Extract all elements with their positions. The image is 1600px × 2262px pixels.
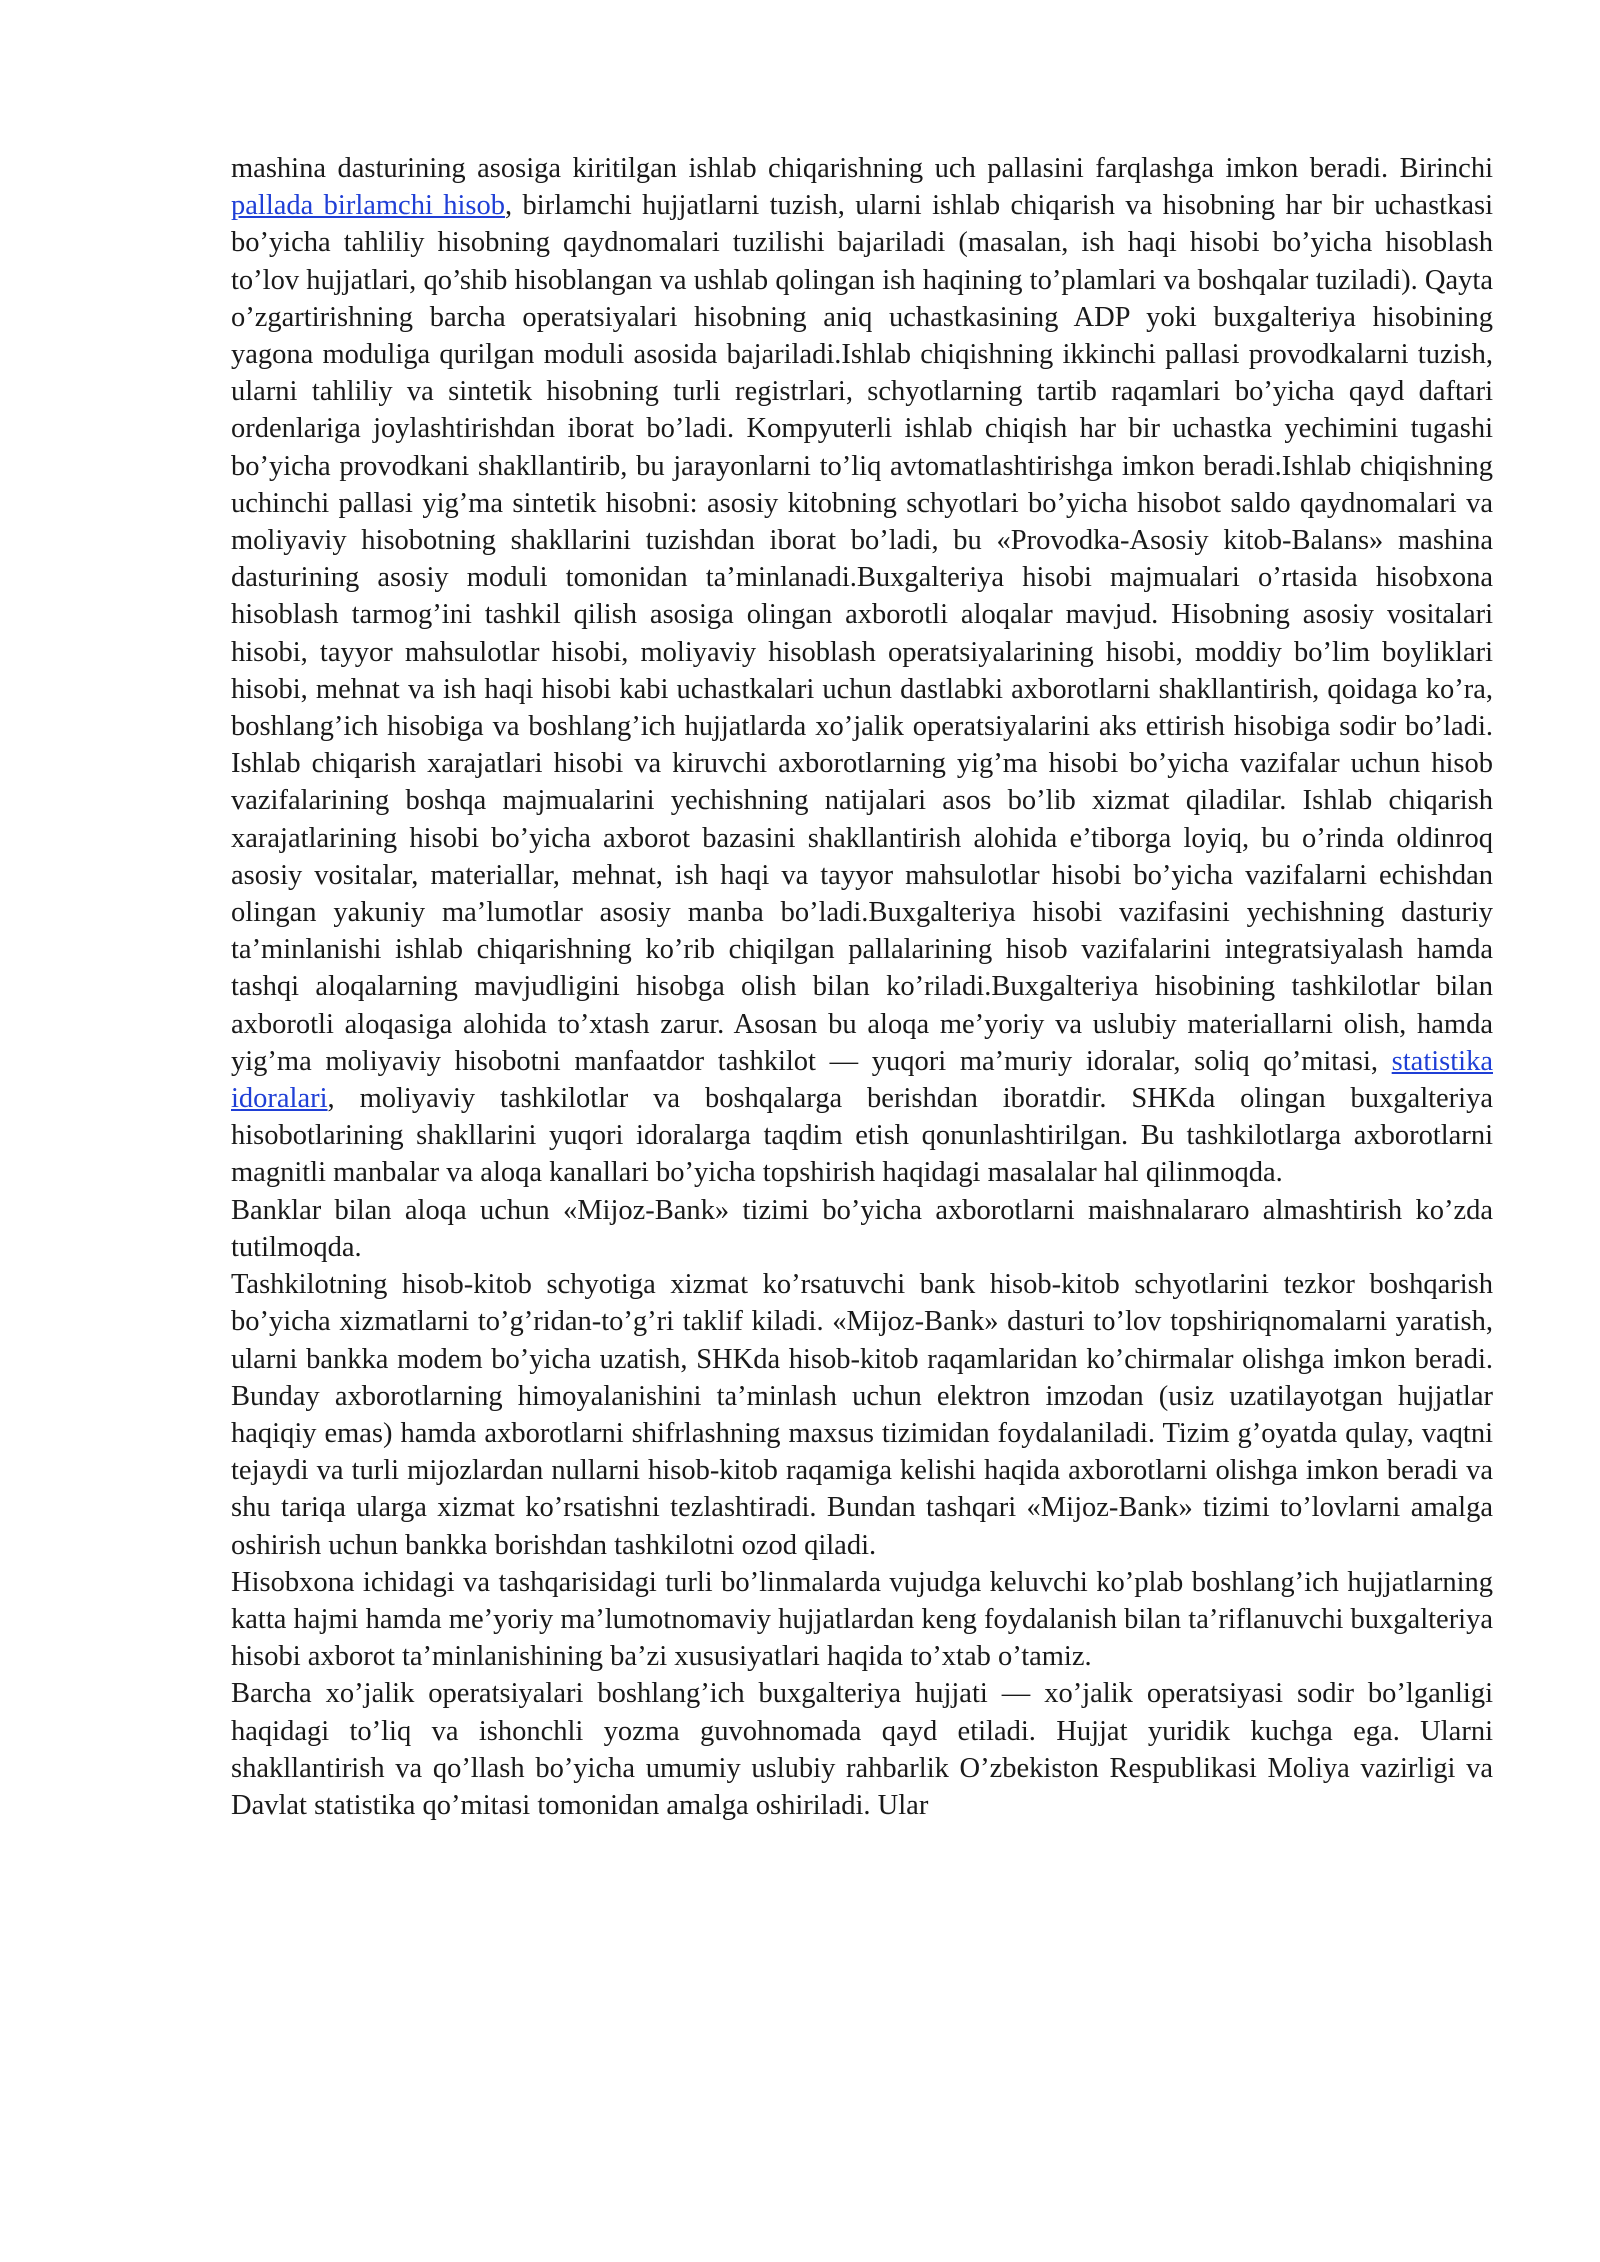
paragraph-text: Banklar bilan aloqa uchun «Mijoz-Bank» tizimi bo’yicha axborotlarni maishnalararo almashtirish ko’zda tutilmoqda. bbox=[231, 1194, 1493, 1263]
paragraph-text: Hisobxona ichidagi va tashqarisidagi turli bo’linmalarda vujudga keluvchi ko’plab boshlang’ich hujjatlarning katta hajmi hamda me’yoriy ma’lumotnomaviy hujjatlardan keng foydalanish bilan ta’riflanuvchi buxgalteriya hisobi axborot ta’minlanishining ba’zi xususiyatlari haqida to’xtab o’tamiz. bbox=[231, 1566, 1493, 1673]
paragraph-text: mashina dasturining asosiga kiritilgan ishlab chiqarishning uch pallasini farqlashga imkon beradi. Birinchi bbox=[231, 153, 1493, 184]
paragraph-1 bbox=[231, 150, 1493, 1192]
paragraph-5 bbox=[231, 1675, 1493, 1824]
paragraph-4 bbox=[231, 1564, 1493, 1676]
paragraph-text: , moliyaviy tashkilotlar va boshqalarga berishdan iboratdir. SHKda olingan buxgalteriya hisobotlarining shakllarini yuqori idoralarga taqdim etish qonunlashtirilgan. Bu tashkilotlarga axborotlarni magnitli manbalar va aloqa kanallari bo’yicha topshirish haqidagi masalalar hal qilinmoqda. bbox=[231, 1083, 1493, 1189]
paragraph-text: Barcha xo’jalik operatsiyalari boshlang’ich buxgalteriya hujjati — xo’jalik operatsiyasi sodir bo’lganligi haqidagi to’liq va ishonchli yozma guvohnomada qayd etiladi. Hujjat yuridik kuchga ega. Ularni shakllantirish va qo’llash bo’yicha umumiy uslubiy rahbarlik O’zbekiston Respublikasi Moliya vazirligi va Davlat statistika qo’mitasi tomonidan amalga oshiriladi. Ular bbox=[231, 1678, 1493, 1821]
paragraph-3 bbox=[231, 1266, 1493, 1564]
paragraph-text: , birlamchi hujjatlarni tuzish, ularni ishlab chiqarish va hisobning har bir uchastkasi bo’yicha tahliliy hisobning qaydnomalari tuzilishi bajariladi (masalan, ish haqi hisobi bo’yicha hisoblash to’lov hujjatlari, qo’shib hisoblangan va ushlab qolingan ish haqining to’plamlari va boshqalar tuziladi). Qayta o’zgartirishning barcha operatsiyalari hisobning aniq uchastkasining ADP yoki buxgalteriya hisobining yagona moduliga qurilgan moduli asosida bajariladi.Ishlab chiqishning ikkinchi pallasi provodkalarni tuzish, ularni tahliliy va sintetik hisobning turli registrlari, schyotlarning tartib raqamlari bo’yicha qayd daftari ordenlariga joylashtirishdan iborat bo’ladi. Kompyuterli ishlab chiqish har bir uchastka yechimini tugashi bo’yicha provodkani shakllantirib, bu jarayonlarni to’liq avtomatlashtirishga imkon beradi.Ishlab chiqishning uchinchi pallasi yig’ma sintetik hisobni: asosiy kitobning schyotlari bo’yicha hisobot saldo qaydnomalari va moliyaviy hisobotning shakllarini tuzishdan iborat bo’ladi, bu «Provodka-Asosiy kitob-Balans» mashina dasturining asosiy moduli tomonidan ta’minlanadi.Buxgalteriya hisobi majmualari o’rtasida hisobxona hisoblash tarmog’ini tashkil qilish asosiga olingan axborotli aloqalar mavjud. Hisobning asosiy vositalari hisobi, tayyor mahsulotlar hisobi, moliyaviy hisoblash operatsiyalarining hisobi, moddiy bo’lim boyliklari hisobi, mehnat va ish haqi hisobi kabi uchastkalari uchun dastlabki axborotlarni shakllantirish, qoidaga ko’ra, boshlang’ich hisobiga va boshlang’ich hujjatlarda xo’jalik operatsiyalarini aks ettirish hisobiga sodir bo’ladi. Ishlab chiqarish xarajatlari hisobi va kiruvchi axborotlarning yig’ma hisobi bo’yicha vazifalar uchun hisob vazifalarining boshqa majmualarini yechishning natijalari asos bo’lib xizmat qiladilar. Ishlab chiqarish xarajatlarining hisobi bo’yicha axborot bazasini shakllantirish alohida e’tiborga loyiq, bu o’rinda oldinroq asosiy vositalar, materiallar, mehnat, ish haqi va tayyor mahsulotlar hisobi bo’yicha vazifalarni echishdan olingan yakuniy ma’lumotlar asosiy manba bo’ladi.Buxgalteriya hisobi vazifasini yechishning dasturiy ta’minlanishi ishlab chiqarishning ko’rib chiqilgan pallalarining hisob vazifalarini integratsiyalash hamda tashqi aloqalarning mavjudligini hisobga olish bilan ko’riladi.Buxgalteriya hisobining tashkilotlar bilan axborotli aloqasiga alohida to’xtash zarur. Asosan bu aloqa me’yoriy va uslubiy materiallarni olish, hamda yig’ma moliyaviy hisobotni manfaatdor tashkilot — yuqori ma’muriy idoralar, soliq qo’mitasi, bbox=[231, 190, 1493, 1077]
paragraph-2 bbox=[231, 1192, 1493, 1266]
link-statistika-idoralari[interactable]: statistika idoralari bbox=[231, 1045, 1493, 1115]
document-page bbox=[231, 150, 1493, 1824]
paragraph-text: Tashkilotning hisob-kitob schyotiga xizmat ko’rsatuvchi bank hisob-kitob schyotlarini tezkor boshqarish bo’yicha xizmatlarni to’g’ridan-to’g’ri taklif kiladi. «Mijoz-Bank» dasturi to’lov topshiriqnomalarni yaratish, ularni bankka modem bo’yicha uzatish, SHKda hisob-kitob raqamlaridan ko’chirmalar olishga imkon beradi. Bunday axborotlarning himoyalanishini ta’minlash uchun elektron imzodan (usiz uzatilayotgan hujjatlar haqiqiy emas) hamda axborotlarni shifrlashning maxsus tizimidan foydalaniladi. Tizim g’oyatda qulay, vaqtni tejaydi va turli mijozlardan nullarni hisob-kitob raqamiga kelishi haqida axborotlarni olishga imkon beradi va shu tariqa ularga xizmat ko’rsatishni tezlashtiradi. Bundan tashqari «Mijoz-Bank» tizimi to’lovlarni amalga oshirish uchun bankka borishdan tashkilotni ozod qiladi. bbox=[231, 1269, 1493, 1561]
link-pallada-birlamchi-hisob[interactable]: pallada birlamchi hisob bbox=[231, 190, 506, 222]
